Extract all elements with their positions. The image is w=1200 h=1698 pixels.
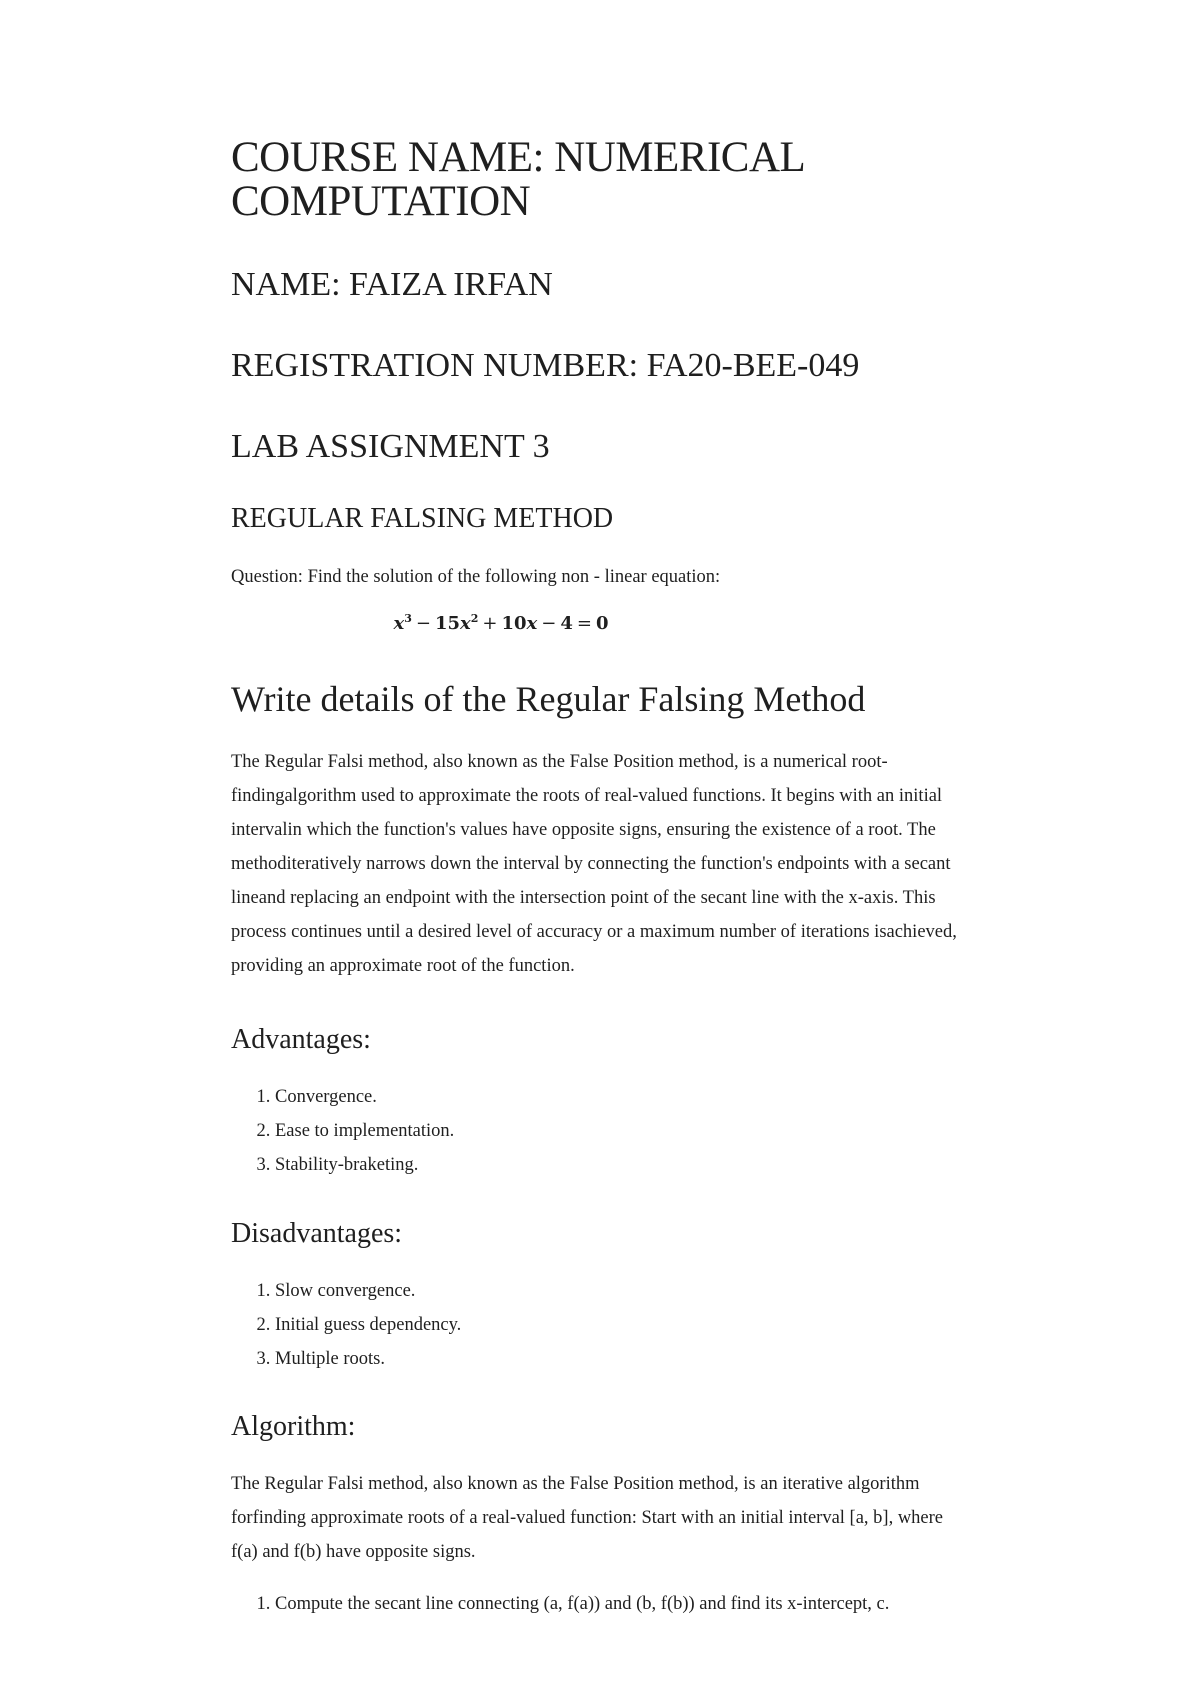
details-heading: Write details of the Regular Falsing Method <box>231 679 866 719</box>
course-name-heading <box>231 136 805 224</box>
list-item: 1. Slow convergence. <box>275 1274 1075 1308</box>
student-name: NAME: FAIZA IRFAN <box>231 266 553 303</box>
algorithm-paragraph <box>231 1467 1091 1569</box>
algorithm-heading: Algorithm: <box>231 1411 356 1442</box>
algorithm-steps <box>231 1587 1115 1621</box>
question-text: Question: Find the solution of the following non - linear equation: <box>231 567 721 587</box>
lab-assignment-title: LAB ASSIGNMENT 3 <box>231 428 550 465</box>
details-line: methoditeratively narrows down the interval by connecting the function's endpoints with a secant <box>231 854 951 874</box>
equation: $x^3 - 15x^2 + 10x - 4 = 0$ <box>393 612 609 634</box>
details-line: process continues until a desired level of accuracy or a maximum number of iterations isachieved, <box>231 922 957 942</box>
details-line: providing an approximate root of the function. <box>231 956 575 976</box>
algorithm-line: f(a) and f(b) have opposite signs. <box>231 1542 476 1562</box>
course-line-2: COMPUTATION <box>231 178 531 225</box>
advantages-list <box>231 1080 1075 1182</box>
disadvantages-heading: Disadvantages: <box>231 1218 403 1249</box>
method-title: REGULAR FALSING METHOD <box>231 503 614 534</box>
details-line: The Regular Falsi method, also known as the False Position method, is a numerical root- <box>231 752 888 772</box>
list-item: 1. Convergence. <box>275 1080 1075 1114</box>
details-line: intervalin which the function's values have opposite signs, ensuring the existence of a root. The <box>231 820 936 840</box>
details-line: lineand replacing an endpoint with the intersection point of the secant line with the x-axis. This <box>231 888 936 908</box>
algorithm-line: forfinding approximate roots of a real-valued function: Start with an initial interval [a, b], where <box>231 1508 944 1528</box>
algorithm-line: The Regular Falsi method, also known as the False Position method, is an iterative algorithm <box>231 1474 920 1494</box>
list-item: 2. Initial guess dependency. <box>275 1308 1075 1342</box>
registration-number: REGISTRATION NUMBER: FA20-BEE-049 <box>231 347 860 384</box>
list-item: 2. Ease to implementation. <box>275 1114 1075 1148</box>
course-line-1: COURSE NAME: NUMERICAL <box>231 134 806 181</box>
advantages-heading: Advantages: <box>231 1024 371 1055</box>
details-line: findingalgorithm used to approximate the roots of real-valued functions. It begins with an initial <box>231 786 943 806</box>
list-item: 1. Compute the secant line connecting (a, f(a)) and (b, f(b)) and find its x-intercept, c. <box>275 1587 1115 1621</box>
list-item: 3. Multiple roots. <box>275 1342 1075 1376</box>
list-item: 3. Stability-braketing. <box>275 1148 1075 1182</box>
details-paragraph <box>231 745 1091 983</box>
disadvantages-list <box>231 1274 1075 1376</box>
